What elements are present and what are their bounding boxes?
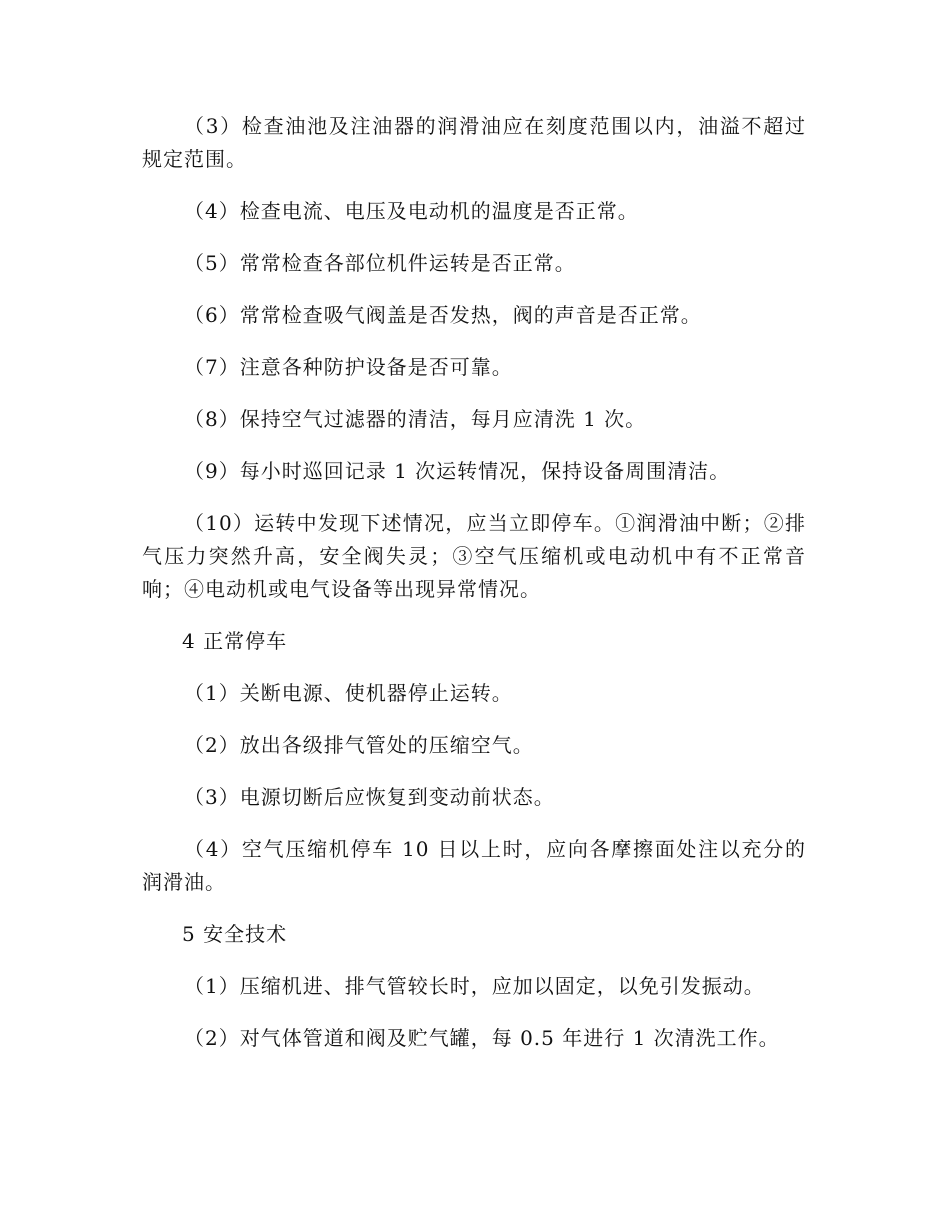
paragraph-protection: （7）注意各种防护设备是否可靠。	[184, 355, 513, 379]
paragraph-emergency-stop: （10）运转中发现下述情况，应当立即停车。①润滑油中断；②排气压力突然升高，安全阀失灵；③空气压缩机或电动机中有不正常音响；④电动机或电气设备等出现异常情况。	[142, 511, 806, 601]
paragraph-check-oil: （3）检查油池及注油器的润滑油应在刻度范围以内，油溢不超过规定范围。	[142, 114, 806, 171]
paragraph-fix-pipes: （1）压缩机进、排气管较长时，应加以固定，以免引发振动。	[184, 974, 765, 998]
paragraph-restore-state: （3）电源切断后应恢复到变动前状态。	[184, 785, 555, 809]
paragraph-power-off: （1）关断电源、使机器停止运转。	[184, 681, 513, 705]
paragraph-check-parts: （5）常常检查各部位机件运转是否正常。	[184, 251, 576, 275]
paragraph-filter: （8）保持空气过滤器的清洁，每月应清洗 1 次。	[184, 407, 647, 431]
paragraph-check-current: （4）检查电流、电压及电动机的温度是否正常。	[184, 199, 639, 223]
paragraph-hourly-record: （9）每小时巡回记录 1 次运转情况，保持设备周围清洁。	[184, 459, 731, 483]
paragraph-release-air: （2）放出各级排气管处的压缩空气。	[184, 733, 534, 757]
paragraph-clean-pipes: （2）对气体管道和阀及贮气罐，每 0.5 年进行 1 次清洗工作。	[184, 1026, 780, 1050]
document-body	[142, 110, 806, 1074]
paragraph-check-valve: （6）常常检查吸气阀盖是否发热，阀的声音是否正常。	[184, 303, 702, 327]
section-heading-safety: 5 安全技术	[182, 922, 288, 946]
section-heading-normal-stop: 4 正常停车	[182, 629, 288, 653]
paragraph-lubricate: （4）空气压缩机停车 10 日以上时，应向各摩擦面处注以充分的润滑油。	[142, 837, 806, 894]
